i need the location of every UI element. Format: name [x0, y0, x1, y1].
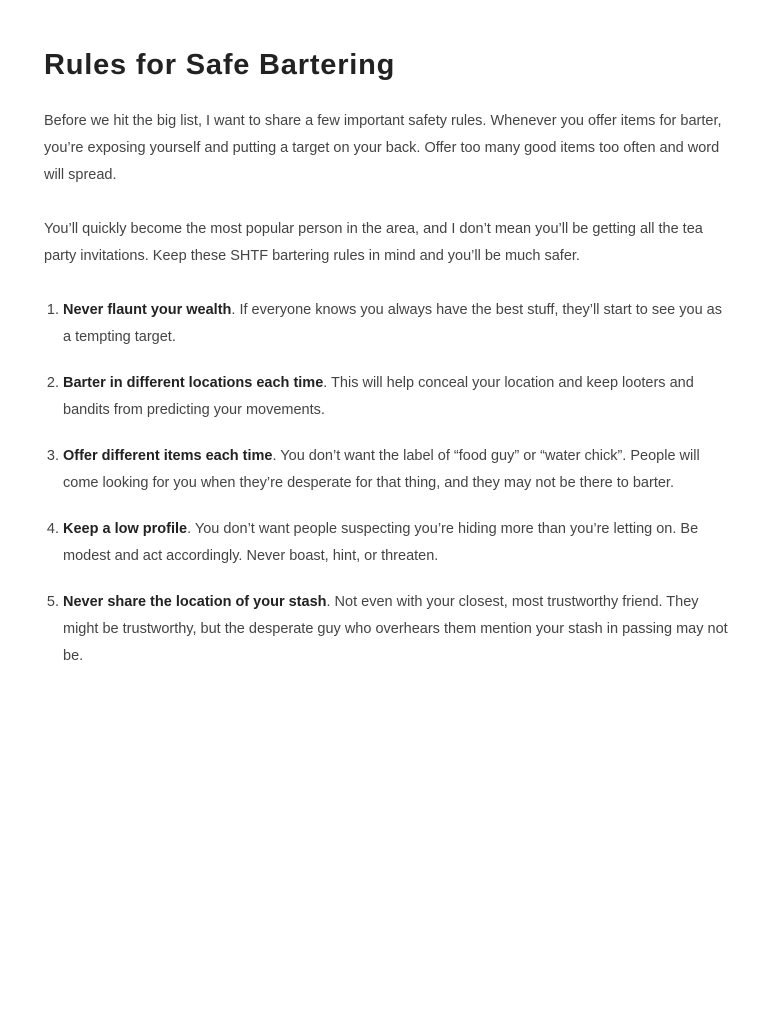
rule-heading: Never share the location of your stash	[63, 594, 327, 610]
rule-heading: Offer different items each time	[63, 448, 273, 464]
rule-heading: Barter in different locations each time	[63, 375, 324, 391]
rule-text: . If everyone knows you always have the best stuff, they’ll start to see you as a tempting target.	[63, 302, 722, 345]
article	[44, 0, 734, 689]
rule-item	[63, 370, 734, 424]
rule-item	[63, 516, 734, 570]
page-title: Rules for Safe Bartering	[44, 49, 396, 81]
rule-text: . Not even with your closest, most trustworthy friend. They might be trustworthy, but the desperate guy who overhears them mention your stash in passing may not be.	[63, 594, 728, 664]
rule-text: . This will help conceal your location and keep looters and bandits from predicting your movements.	[63, 375, 694, 418]
rule-text: . You don’t want the label of “food guy” or “water chick”. People will come looking for you when they’re desperate for that thing, and they may not be there to barter.	[63, 448, 700, 491]
rule-item	[63, 443, 734, 497]
rules-list	[44, 297, 734, 670]
intro-paragraph: You’ll quickly become the most popular person in the area, and I don’t mean you’ll be getting all the tea party invitations. Keep these SHTF bartering rules in mind and you’ll be much safer.	[44, 221, 703, 264]
intro-paragraph: Before we hit the big list, I want to share a few important safety rules. Whenever you offer items for barter, you’re exposing yourself and putting a target on your back. Offer too many good items too often and word will spread.	[44, 113, 722, 183]
rule-item	[63, 297, 734, 351]
rule-heading: Never flaunt your wealth	[63, 302, 232, 318]
rule-text: . You don’t want people suspecting you’re hiding more than you’re letting on. Be modest and act accordingly. Never boast, hint, or threaten.	[63, 521, 699, 564]
rule-item	[63, 589, 734, 670]
rule-heading: Keep a low profile	[63, 521, 188, 537]
